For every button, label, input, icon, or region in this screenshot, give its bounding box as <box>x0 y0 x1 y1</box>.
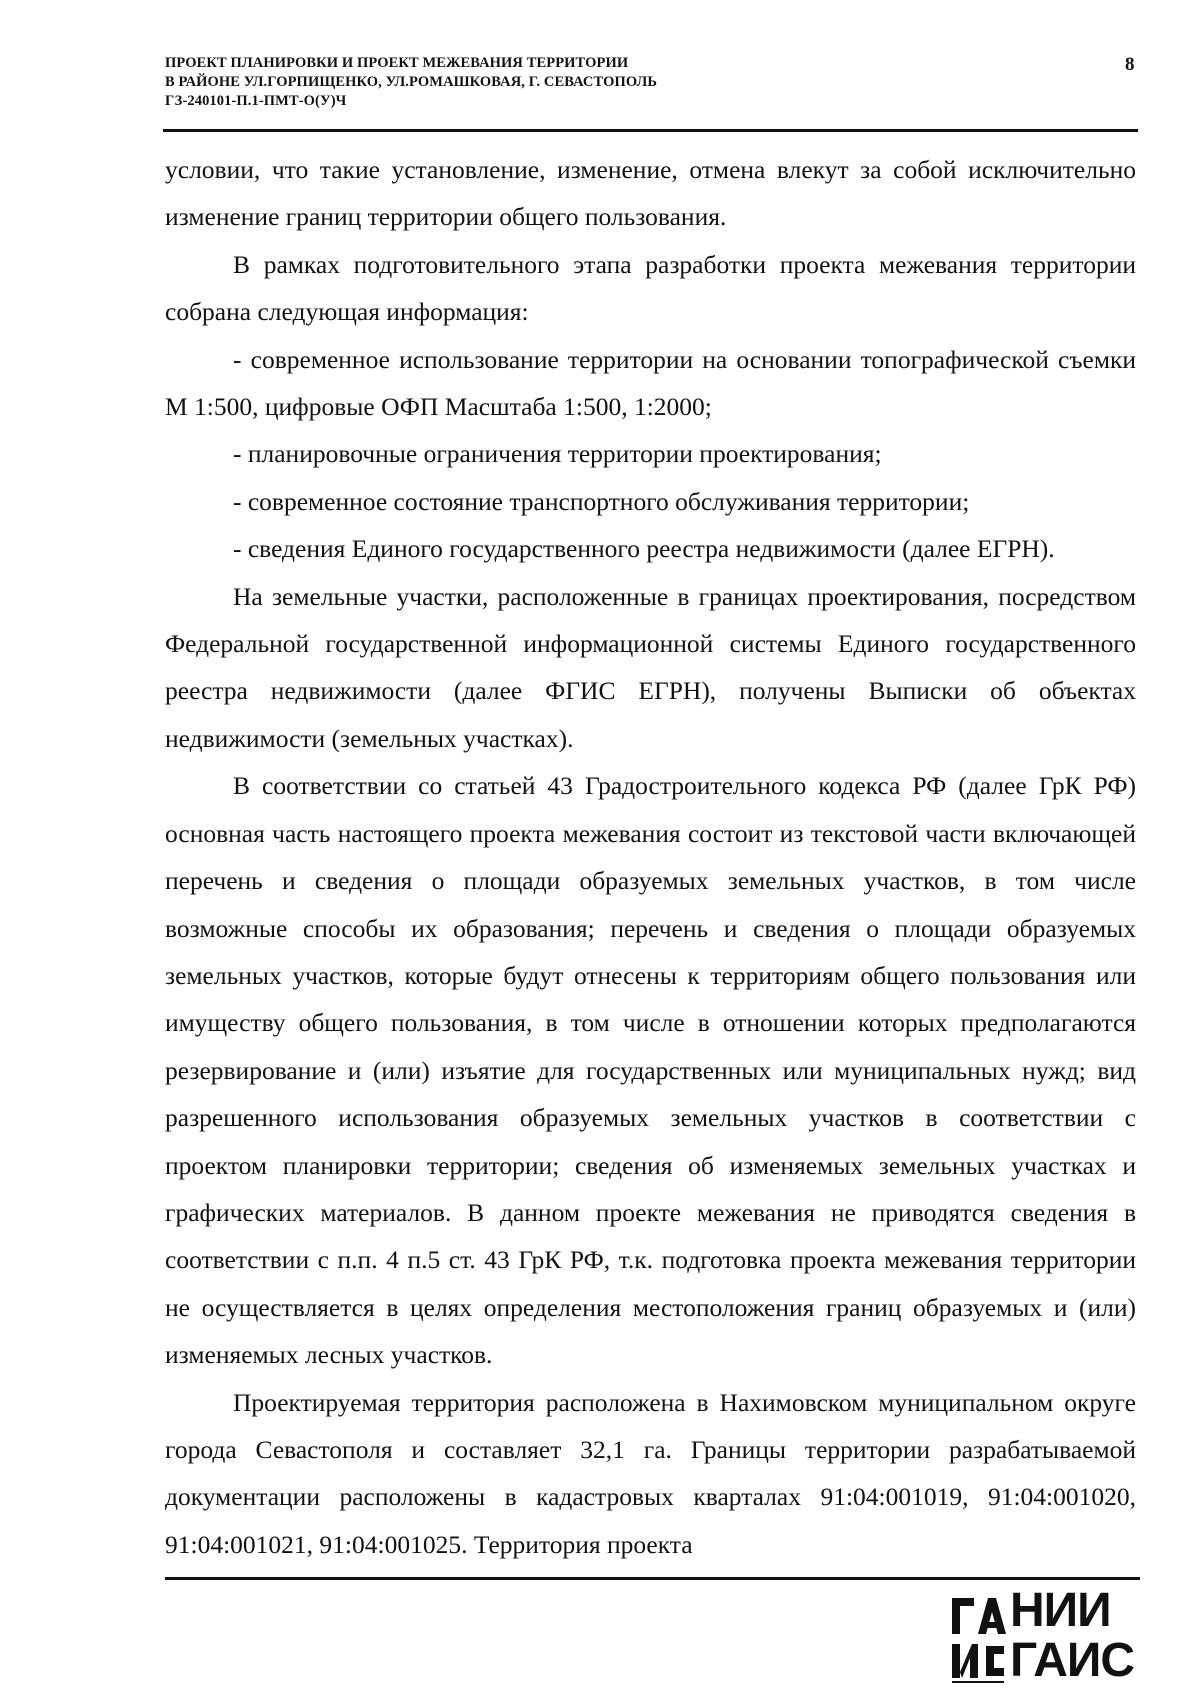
paragraph-preparation: В рамках подготовительного этапа разработки проекта межевания территории собрана следующая информация: <box>165 249 1136 327</box>
paragraph-grk-article-43: В соответствии со статьей 43 Градостроительного кодекса РФ (далее ГрК РФ) основная часть настоящего проекта межевания состоит из текстовой части включающей перечень и сведения о площади образуемых земельных участков, в том числе возможные способы их образования; перечень и сведения о площади образуемых земельных участков, которые будут отнесены к территориям общего пользования или имуществу общего пользования, в том числе в отношении которых предполагаются резервирование и (или) изъятие для государственных или муниципальных нужд; вид разрешенного использования образуемых земельных участков в соответствии с проектом планировки территории; сведения об изменяемых земельных участках и графических материалов. В данном проекте межевания не приводятся сведения в соответствии с п.п. 4 п.5 ст. 43 ГрК РФ, т.к. подготовка проекта межевания территории не осуществляется в целях определения местоположения границ образуемых и (или) изменяемых лесных участков. <box>165 771 1136 1370</box>
list-item: - современное состояние транспортного обслуживания территории; <box>233 486 970 516</box>
header-title-line-2: В РАЙОНЕ УЛ.ГОРПИЩЕНКО, УЛ.РОМАШКОВАЯ, Г. СЕВАСТОПОЛЬ <box>165 74 658 90</box>
list-item: - сведения Единого государственного реестра недвижимости (далее ЕГРН). <box>233 534 1055 564</box>
gaik-logo-icon <box>948 1592 1006 1688</box>
document-header <box>165 54 1045 111</box>
header-divider <box>163 129 1138 132</box>
header-title-line-1: ПРОЕКТ ПЛАНИРОВКИ И ПРОЕКТ МЕЖЕВАНИЯ ТЕРРИТОРИИ <box>165 55 629 71</box>
paragraph-egrn-extracts: На земельные участки, расположенные в границах проектирования, посредством Федеральной государственной информационной системы Единого государственного реестра недвижимости (далее ФГИС ЕГРН), получены Выписки об объектах недвижимости (земельных участках). <box>165 581 1136 753</box>
footer-divider <box>165 1577 1140 1580</box>
list-item: - современное использование территории на основании топографической съемки М 1:500, цифровые ОФП Масштаба 1:500, 1:2000; <box>165 344 1136 422</box>
company-logo <box>948 1584 1138 1694</box>
header-document-code: ГЗ-240101-П.1-ПМТ-О(У)Ч <box>165 93 347 109</box>
list-item: - планировочные ограничения территории проектирования; <box>233 439 882 469</box>
logo-text-gais: ГАИС <box>1010 1634 1135 1687</box>
page-number: 8 <box>1125 54 1135 75</box>
paragraph-territory: Проектируемая территория расположена в Нахимовском муниципальном округе города Севастополя и составляет 32,1 га. Границы территории разрабатываемой документации расположены в кадастровых кварталах 91:04:001019, 91:04:001020, 91:04:001021, 91:04:001025. Территория проекта <box>165 1387 1136 1559</box>
document-body <box>165 146 1136 1568</box>
logo-text-nii: НИИ <box>1010 1584 1111 1637</box>
paragraph-continuation: условии, что такие установление, изменение, отмена влекут за собой исключительно изменение границ территории общего пользования. <box>165 155 1136 232</box>
logo-wordmark <box>1010 1586 1134 1686</box>
